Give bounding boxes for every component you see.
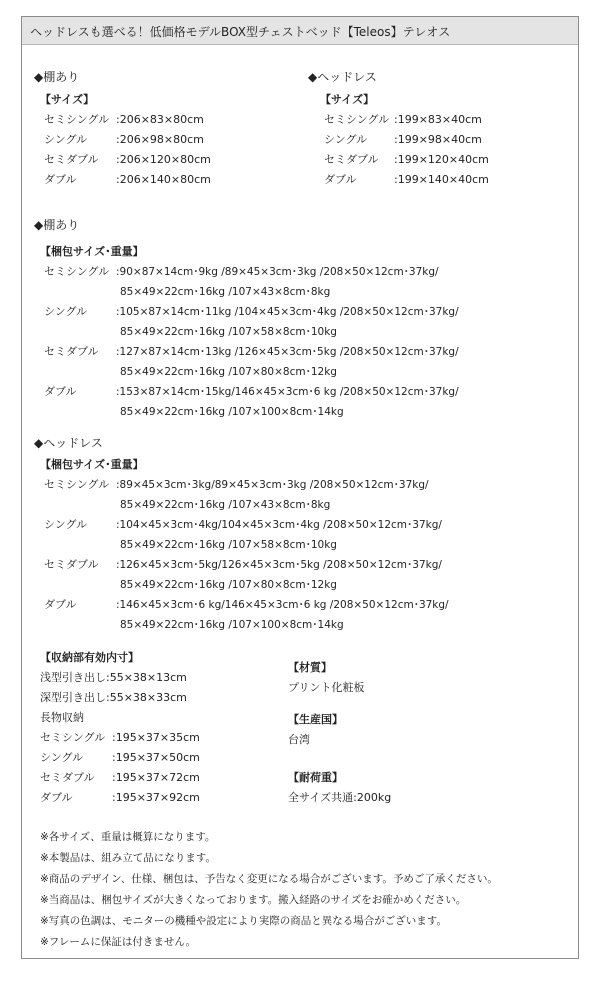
material-label: 【材質】 [288,661,332,674]
size-headless-value-2: :199×120×40cm [394,153,489,166]
load-label: 【耐荷重】 [288,771,343,784]
pack-headless-line2-0: 85×49×22cm･16kg /107×43×8cm･8kg [120,499,331,511]
pack-headless-line2-2: 85×49×22cm･16kg /107×80×8cm･12kg [120,579,337,591]
pack-tana-line1-2: :127×87×14cm･13kg /126×45×3cm･5kg /208×50×12cm･37kg/ [116,346,459,358]
size-tana-heading: ◆棚あり [34,70,80,84]
origin-value: 台湾 [288,733,310,746]
note-4: ※写真の色調は、モニターの機種や設定により実際の商品と異なる場合がございます。 [40,915,447,927]
storage-value-0: :195×37×35cm [112,731,200,744]
size-tana-name-3: ダブル [44,173,77,186]
storage-value-3: :195×37×92cm [112,791,200,804]
pack-tana-heading: ◆棚あり [34,218,80,232]
size-headless-label: 【サイズ】 [320,93,375,106]
note-3: ※当商品は、梱包サイズが大きくなっております。搬入経路のサイズをお確かめください。 [40,894,467,906]
pack-tana-line1-3: :153×87×14cm･15kg/146×45×3cm･6 kg /208×50×12cm･37kg/ [116,386,459,398]
pack-headless-heading: ◆ヘッドレス [34,436,103,450]
size-tana-name-0: セミシングル [44,113,110,126]
size-tana-value-0: :206×83×80cm [116,113,204,126]
storage-deep: 深型引き出し:55×38×33cm [40,691,187,704]
pack-headless-name-1: シングル [44,518,88,531]
note-1: ※本製品は、組み立て品になります。 [40,852,216,864]
storage-name-2: セミダブル [40,771,95,784]
material-value: プリント化粧板 [288,681,365,694]
size-headless-value-0: :199×83×40cm [394,113,482,126]
pack-headless-line1-2: :126×45×3cm･5kg/126×45×3cm･5kg /208×50×12cm･37kg/ [116,559,442,571]
size-tana-name-1: シングル [44,133,88,146]
storage-shallow: 浅型引き出し:55×38×13cm [40,671,187,684]
pack-headless-label: 【梱包サイズ･重量】 [40,458,144,471]
size-headless-name-0: セミシングル [324,113,390,126]
size-tana-label: 【サイズ】 [40,93,95,106]
storage-name-1: シングル [40,751,84,764]
note-5: ※フレームに保証は付きません。 [40,936,197,948]
pack-headless-name-0: セミシングル [44,478,110,491]
pack-tana-line1-0: :90×87×14cm･9kg /89×45×3cm･3kg /208×50×12cm･37kg/ [116,266,439,278]
pack-tana-name-1: シングル [44,305,88,318]
load-value: 全サイズ共通:200kg [288,791,392,804]
pack-tana-line2-0: 85×49×22cm･16kg /107×43×8cm･8kg [120,286,331,298]
storage-value-1: :195×37×50cm [112,751,200,764]
size-headless-value-1: :199×98×40cm [394,133,482,146]
pack-tana-line2-1: 85×49×22cm･16kg /107×58×8cm･10kg [120,326,337,338]
pack-headless-line1-0: :89×45×3cm･3kg/89×45×3cm･3kg /208×50×12cm･37kg/ [116,479,429,491]
size-headless-heading: ◆ヘッドレス [308,70,377,84]
size-tana-name-2: セミダブル [44,153,99,166]
pack-tana-label: 【梱包サイズ･重量】 [40,245,144,258]
size-headless-name-3: ダブル [324,173,357,186]
origin-label: 【生産国】 [288,713,343,726]
pack-headless-line1-3: :146×45×3cm･6 kg/146×45×3cm･6 kg /208×50×12cm･37kg/ [116,599,449,611]
size-headless-name-2: セミダブル [324,153,379,166]
header-bar [22,17,578,45]
note-0: ※各サイズ、重量は概算になります。 [40,831,216,843]
size-headless-value-3: :199×140×40cm [394,173,489,186]
size-headless-name-1: シングル [324,133,368,146]
pack-headless-name-2: セミダブル [44,558,99,571]
size-tana-value-1: :206×98×80cm [116,133,204,146]
pack-tana-line2-3: 85×49×22cm･16kg /107×100×8cm･14kg [120,406,344,418]
page-title: ヘッドレスも選べる！低価格モデルBOX型チェストベッド【Teleos】テレオス [30,25,451,39]
pack-headless-line2-1: 85×49×22cm･16kg /107×58×8cm･10kg [120,539,337,551]
storage-name-3: ダブル [40,791,73,804]
note-2: ※商品のデザイン、仕様、梱包は、予告なく変更になる場合がございます。予めご了承ください。 [40,873,498,885]
pack-tana-name-2: セミダブル [44,345,99,358]
storage-label: 【収納部有効内寸】 [40,651,139,664]
storage-long-label: 長物収納 [40,711,84,724]
size-tana-value-3: :206×140×80cm [116,173,211,186]
pack-tana-line1-1: :105×87×14cm･11kg /104×45×3cm･4kg /208×50×12cm･37kg/ [116,306,459,318]
pack-headless-name-3: ダブル [44,598,77,611]
pack-tana-name-0: セミシングル [44,265,110,278]
storage-value-2: :195×37×72cm [112,771,200,784]
pack-headless-line2-3: 85×49×22cm･16kg /107×100×8cm･14kg [120,619,344,631]
pack-headless-line1-1: :104×45×3cm･4kg/104×45×3cm･4kg /208×50×12cm･37kg/ [116,519,442,531]
size-tana-value-2: :206×120×80cm [116,153,211,166]
pack-tana-name-3: ダブル [44,385,77,398]
storage-name-0: セミシングル [40,731,106,744]
pack-tana-line2-2: 85×49×22cm･16kg /107×80×8cm･12kg [120,366,337,378]
